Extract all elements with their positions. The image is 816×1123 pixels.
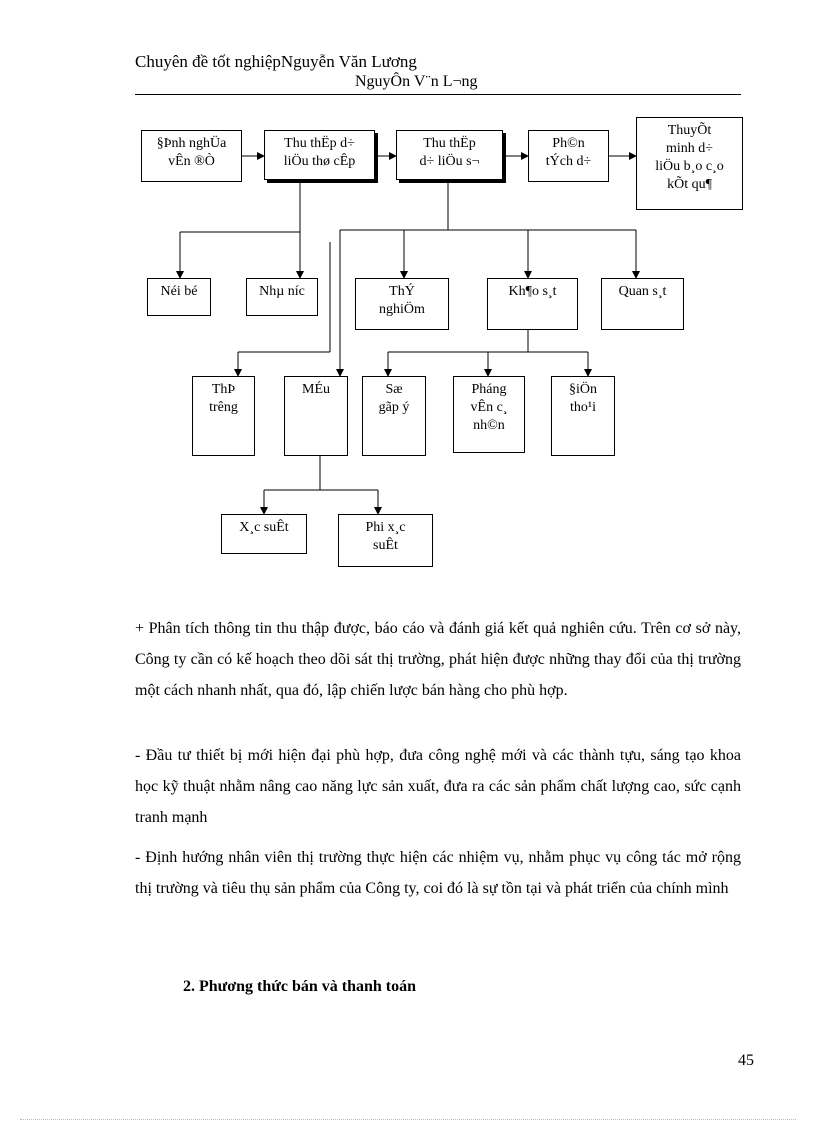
box-analyze: Ph©n tÝch d÷ — [528, 130, 609, 182]
box-market: ThÞ trêng — [192, 376, 255, 456]
section-heading: 2. Phương thức bán và thanh toán — [183, 978, 417, 995]
header-author: NguyÔn V¨n L¬ng — [355, 73, 478, 90]
box-interview: Pháng vÊn c¸ nh©n — [453, 376, 525, 453]
box-define-problem: §Þnh nghÜa vÊn ®Ò — [141, 130, 242, 182]
box-sample: MÉu — [284, 376, 348, 456]
box-present-results: ThuyÕt minh d÷ liÖu b¸o c¸o kÕt qu¶ — [636, 117, 743, 210]
box-collect-primary: Thu thËp d÷ liÖu thø cÊp — [264, 130, 375, 180]
box-experiment: ThÝ nghiÖm — [355, 278, 449, 330]
box-observe: Quan s¸t — [601, 278, 684, 330]
page-bottom-border — [20, 1119, 796, 1120]
box-probability: X¸c suÊt — [221, 514, 307, 554]
box-collect-secondary: Thu thËp d÷ liÖu s¬ — [396, 130, 503, 180]
paragraph-investment: - Đầu tư thiết bị mới hiện đại phù hợp, đưa công nghệ mới và các thành tựu, sáng tạo khoa học kỹ thuật nhằm nâng cao năng lực sản xuất, đưa ra các sản phẩm chất lượng cao, sức cạnh tranh mạnh — [135, 747, 741, 826]
box-nonprobability: Phi x¸c suÊt — [338, 514, 433, 567]
box-phone: §iÖn tho¹i — [551, 376, 615, 456]
box-survey: Kh¶o s¸t — [487, 278, 578, 330]
paragraph-analysis: + Phân tích thông tin thu thập được, báo cáo và đánh giá kết quả nghiên cứu. Trên cơ sở này, Công ty cần có kế hoạch theo dõi sát thị trường, phát hiện được những thay đổi của thị trường một cách nhanh nhất, qua đó, lập chiến lược bán hàng cho phù hợp. — [135, 620, 741, 699]
page-number: 45 — [738, 1052, 754, 1069]
paragraph-orientation: - Định hướng nhân viên thị trường thực hiện các nhiệm vụ, nhằm phục vụ công tác mở rộng thị trường và tiêu thụ sản phẩm của Công ty, coi đó là sự tồn tại và phát triển của chính mình — [135, 849, 741, 897]
header-title: Chuyên đề tốt nghiệpNguyễn Văn Lương — [135, 52, 417, 71]
box-external: Nhµ níc — [246, 278, 318, 316]
box-internal: Néi bé — [147, 278, 211, 316]
box-suggestion: Sæ gãp ý — [362, 376, 426, 456]
